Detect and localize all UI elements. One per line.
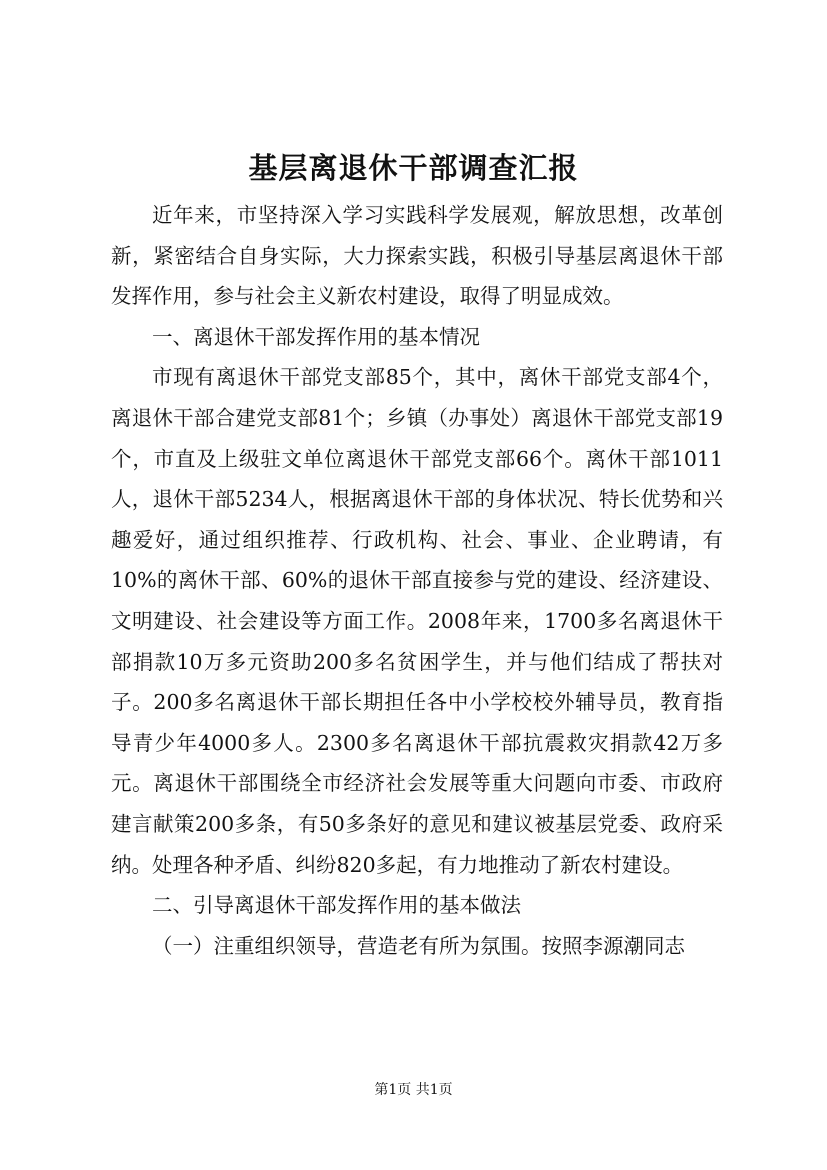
page-footer: 第1页 共1页 [374, 1082, 453, 1098]
basic-situation-paragraph: 市现有离退休干部党支部85个，其中，离休干部党支部4个，离退休干部合建党支部81个；乡镇（办事处）离退休干部党支部19个，市直及上级驻文单位离退休干部党支部66个。离休干部1011人，退休干部5234人，根据离退休干部的身体状况、特长优势和兴趣爱好，通过组织推荐、行政机构、社会、事业、企业聘请，有10%的离休干部、60%的退休干部直接参与党的建设、经济建设、文明建设、社会建设等方面工作。2008年来，1700多名离退休干部捐款10万多元资助200多名贫困学生，并与他们结成了帮扶对子。200多名离退休干部长期担任各中小学校校外辅导员，教育指导青少年4000多人。2300多名离退休干部抗震救灾捐款42万多元。离退休干部围绕全市经济社会发展等重大问题向市委、市政府建言献策200多条，有50多条好的意见和建议被基层党委、政府采纳。处理各种矛盾、纠纷820多起，有力地推动了新农村建设。 [111, 365, 723, 877]
intro-paragraph: 近年来，市坚持深入学习实践科学发展观，解放思想，改革创新，紧密结合自身实际，大力探索实践，积极引导基层离退休干部发挥作用，参与社会主义新农村建设，取得了明显成效。 [111, 203, 723, 309]
subsection-paragraph-1: （一）注重组织领导，营造老有所为氛围。按照李源潮同志 [152, 933, 685, 958]
document-title: 基层离退休干部调查汇报 [248, 151, 579, 185]
section-heading-2: 二、引导离退休干部发挥作用的基本做法 [152, 893, 521, 918]
document-body [111, 195, 723, 966]
section-heading-1: 一、离退休干部发挥作用的基本情况 [152, 324, 480, 349]
